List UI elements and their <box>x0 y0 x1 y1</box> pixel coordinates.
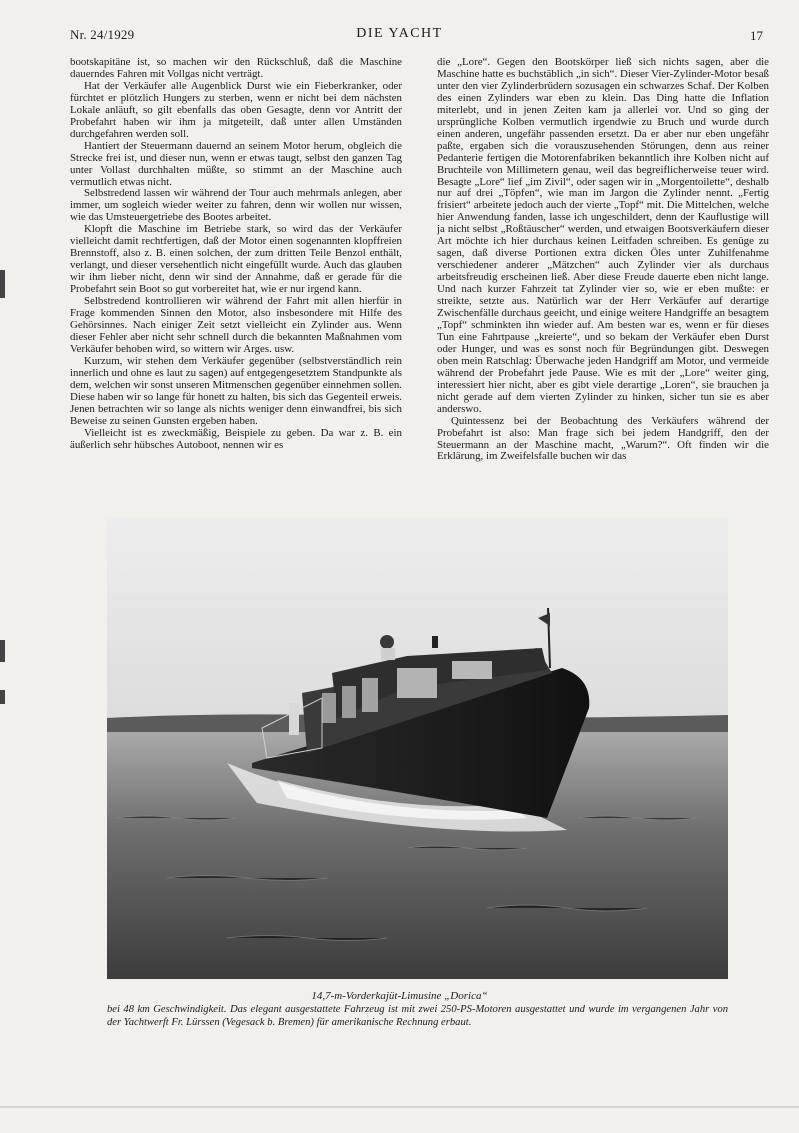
paragraph: Kurzum, wir stehen dem Verkäufer gegenüber (selbstverständlich rein innerlich und ohne es laut zu sagen) auf entgegengesetztem Standpunkte als dem, welchen wir sonst unseren Mitmenschen gegenüber einnehmen sollen. Diese haben wir so lange für honett zu halten, bis sich das Gegenteil erweis. Jenen betrachten wir so lange als nichts weniger denn einwandfrei, bis sich Beweise zu seinen Gunsten ergeben haben. <box>70 354 402 427</box>
paragraph: Hat der Verkäufer alle Augenblick Durst wie ein Fieberkranker, oder fürchtet er plötzlich Hungers zu sterben, wenn er nicht bei dem nächsten Lokale anläuft, so gilt ebenfalls das oben Gesagte, denn vor Antritt der Probefahrt haben wir ihm ja mitgeteilt, daß unter allen Umständen durchgefahren werden soll. <box>70 79 402 140</box>
right-text-column <box>437 57 769 503</box>
paragraph: Quintessenz bei der Beobachtung des Verkäufers während der Probefahrt ist also: Man frage sich bei jedem Handgriff, den der Steuermann an der Maschine macht, „Warum?“. Oft finden wir die Erklärung, im Zweifelsfalle buchen wir das <box>437 414 769 463</box>
page-edge <box>0 1106 799 1108</box>
paragraph: Klopft die Maschine im Betriebe stark, so wird das der Verkäufer vielleicht damit rechtfertigen, daß der Motor einen sogenannten klopffreien Brennstoff, also z. B. einen solchen, der zum dritten Teile Benzol enthält, verlangt, und dieser versehentlich nicht eingefüllt wurde. Auch das glauben wir ihm lieber nicht, denn wir sind der Annahme, daß er gerade für die Probefahrt sein Boot so gut vorbereitet hat, wie er nur irgend kann. <box>70 223 402 296</box>
photo-caption-text: bei 48 km Geschwindigkeit. Das elegant ausgestattete Fahrzeug ist mit zwei 250-PS-Motoren ausgestattet und wurde im vergangenen Jahr von der Yachtwerft Fr. Lürssen (Vegesack b. Bremen) für amerikanische Rechnung erbaut. <box>107 1004 728 1028</box>
paragraph: Hantiert der Steuermann dauernd an seinem Motor herum, obgleich die Strecke frei ist, und dieser nun, wenn er etwas taugt, selbst den ganzen Tag unter Vollast durchhalten müßte, so stimmt an der Maschine auch vermutlich etwas nicht. <box>70 139 402 188</box>
binding-mark <box>0 690 5 704</box>
paragraph: Selbstredend kontrollieren wir während der Fahrt mit allen hierfür in Frage kommenden Sinnen den Motor, also insbesondere mit Hilfe des Gehörsinnes. Nach einiger Zeit setzt vielleicht ein Zylinder aus. Wenn dieser Fehler aber nicht sehr schnell durch die bekannten Maßnahmen vom Verkäufer behoben wird, so wittern wir Arges. usw. <box>70 295 402 355</box>
paragraph: Selbstredend lassen wir während der Tour auch mehrmals anlegen, aber immer, um sogleich wieder weiter zu fahren, denn wir wollen nur wissen, wie das Umsteuergetriebe des Bootes arbeitet. <box>70 187 402 224</box>
issue-number: Nr. 24/1929 <box>70 27 135 42</box>
binding-mark <box>0 640 5 662</box>
paragraph: Vielleicht ist es zweckmäßig, Beispiele zu geben. Da war z. B. ein äußerlich sehr hübsches Autoboot, nennen wir es <box>70 426 402 451</box>
motorboat-photo <box>107 518 728 979</box>
paragraph: bootskapitäne ist, so machen wir den Rückschluß, daß die Maschine dauerndes Fahren mit Vollgas nicht verträgt. <box>70 57 402 80</box>
magazine-title: DIE YACHT <box>356 26 443 41</box>
left-text-column <box>70 57 402 503</box>
page-number: 17 <box>750 28 763 43</box>
photo-caption-title: 14,7-m-Vorderkajüt-Limusine „Dorica“ <box>311 990 488 1002</box>
binding-mark <box>0 270 5 298</box>
paragraph: die „Lore“. Gegen den Bootskörper ließ sich nichts sagen, aber die Maschine hatte es buchstäblich „in sich“. Dieser Vier-Zylinder-Motor besaß unter den vier Zylinderbrüdern sozusagen ein schwarzes Schaf. Der Kolben des einen Zylinders war eben zu klein. Das Ding hatte die Inflation miterlebt, und in jenen Zeiten kam ja allerlei vor. Und so ging der ursprüngliche Kolben vermutlich irgendwie zu Bruch und wurde durch einen anderen, ungefähr passenden ersetzt. Da er aber nur eben ungefähr paßte, ergaben sich die vorauszusehenden Störungen, denn aus reiner Pedanterie fertigen die Motorenfabriken bekanntlich ihre Kolben nicht auf Bruchteile von Millimetern genau, weil das begreiflicherweise teuer wird. Besagte „Lore“ lief „im Zivil“, oder sagen wir in „Morgentoilette“, deshalb nur auf drei „Töpfen“, wie man im Jargon die Zylinder nennt. „Fertig frisiert“ arbeitete jedoch auch der vierte „Topf“ mit. Die Mittelchen, welche hier Anwendung fanden, lasse ich ungeschildert, denn der Kauflustige will ja nicht selbst „Roßtäuscher“ werden, und etwaigen Bootsverkäufern dieser Art möchte ich hier durchaus keinen Leitfaden schreiben. Es genüge zu sagen, daß diverse Portionen extra dicken Öles unter Zuhilfenahme verschiedener anderer „Mätzchen“ auch Zylinder vier als durchaus arbeitsfreudig erscheinen ließ. Aber diese Freude dauerte eben nicht lange. Und nach kurzer Fahrzeit tat Zylinder vier so, wie er eben mußte: er streikte, setzte aus. Natürlich war der Herr Verkäufer auf derartige Zwischenfälle durchaus geeicht, und einige weitere Handgriffe an besagtem „Topf“ schminkten ihn wieder auf. Am besten war es, wenn er für dieses Tun eine Fahrtpause „kreierte“, und so bekam der Verkäufer eben Durst oder Hunger, und was es sonst noch für Begründungen gibt. Deswegen oben mein Ratschlag: Überwache jeden Handgriff am Motor, und vermeide während der Probefahrt jede Pause. Wie es mit der „Lore“ weiter ging, interessiert hier nicht, aber es gibt viele derartige „Loren“, sie brauchen ja nicht gerade auf dem vierten Zylinder zu hinken, sicher tun sie es aber anderswo. <box>437 57 769 415</box>
